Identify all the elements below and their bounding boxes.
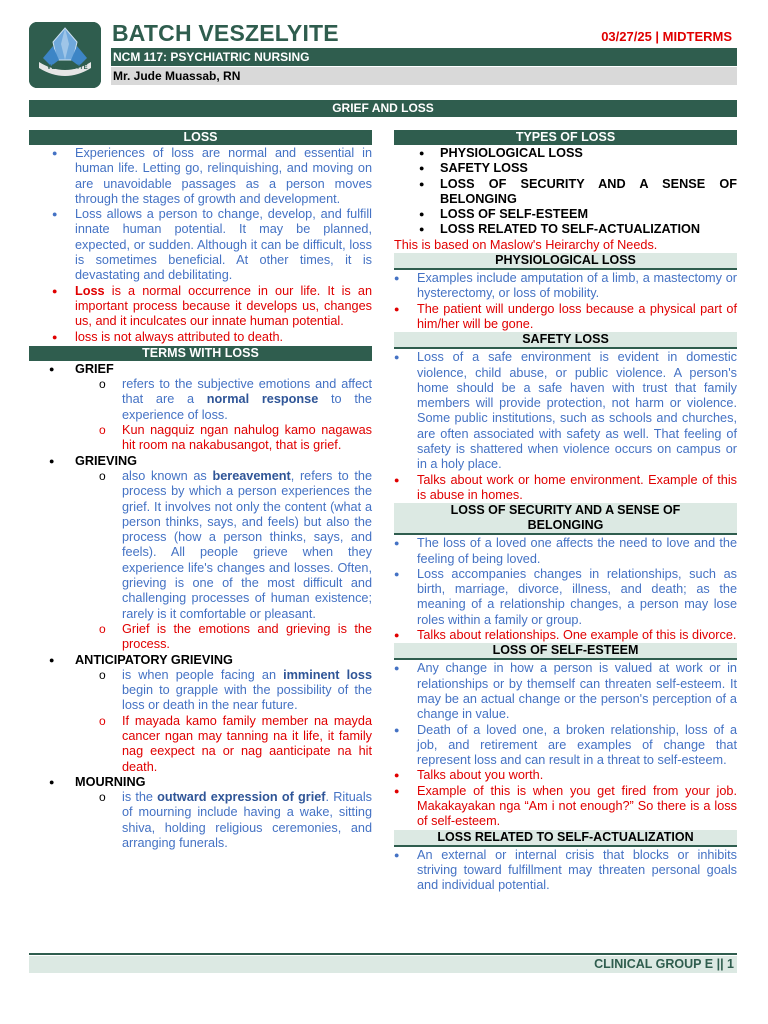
loss-bullet: ● loss is not always attributed to death. [29,330,372,345]
term-subpoint [29,469,372,622]
physiological-bullet: ● The patient will undergo loss because a physical part of him/her will be gone. [394,302,737,333]
course-title-bar: NCM 117: PSYCHIATRIC NURSING [111,48,737,66]
loss-bullet: ● Loss allows a person to change, develop, and fulfill innate human potential. It may be planned, expected, or sudden. Although it can be difficult, loss is sometimes beneficial. At other times, it is devastating and debilitating. [29,207,372,283]
crystal-logo-icon [29,22,101,88]
section-heading-self-actualization: LOSS RELATED TO SELF-ACTUALIZATION [394,830,737,847]
left-column [29,130,372,851]
topic-title-bar: GRIEF AND LOSS [29,100,737,117]
term-grief: ● GRIEF [29,362,372,377]
footer-divider [29,953,737,955]
self-esteem-bullet: ● Any change in how a person is valued at work or in relationships or by themself can threaten self-esteem. It may be an actual change or the person's perception of a change in value. [394,661,737,722]
batch-logo [29,22,101,88]
term-subpoint [29,668,372,714]
subpoint-emphasis: bereavement [212,468,291,483]
term-mourning: ● MOURNING [29,775,372,790]
type-of-loss-item: ● SAFETY LOSS [394,161,737,176]
self-esteem-bullet: ● Example of this is when you get fired from your job. Makakayakan nga “Am i not enough?” So there is a loss of self-esteem. [394,784,737,830]
batch-title: BATCH VESZELYITE [112,20,339,46]
loss-bullet: ● Experiences of loss are normal and essential in human life. Letting go, relinquishing, and moving on are unavoidable passages as a person moves through the stages of growth and development. [29,146,372,207]
term-grieving: ● GRIEVING [29,454,372,469]
self-actualization-list [394,848,737,894]
subpoint-text: also known as [122,468,213,483]
self-actualization-bullet: ● An external or internal crisis that blocks or inhibits striving toward fulfillment may threaten personal goals and individual potential. [394,848,737,894]
physiological-loss-list [394,271,737,332]
subpoint-emphasis: outward expression of grief [157,790,326,805]
subpoint-text: , refers to the process by which a person experiences the grief. It involves not only the content (what a person thinks, says, and feels) but also the process (how a person thinks, says, and feels). All people grieve when they experience life's changes and losses. Often, grieving is one of the most difficult and challenging processes of human existence; rarely is it comfortable or pleasant. [122,468,372,621]
terms-list [29,362,372,852]
types-of-loss-list [394,146,737,238]
type-of-loss-item: ● LOSS OF SECURITY AND A SENSE OF BELONGING [394,177,737,208]
type-of-loss-item: ● PHYSIOLOGICAL LOSS [394,146,737,161]
subpoint-text: to the experience of loss. [122,392,372,422]
security-belonging-list [394,536,737,643]
type-of-loss-item: ● LOSS OF SELF-ESTEEM [394,207,737,222]
term-subpoint: o Grief is the emotions and grieving is the process. [29,622,372,653]
subpoint-text: begin to grapple with the possibility of the loss or death in the near future. [122,683,372,713]
footer-page-label: CLINICAL GROUP E || 1 [594,957,734,971]
type-of-loss-item: ● LOSS RELATED TO SELF-ACTUALIZATION [394,222,737,237]
security-bullet: ● Loss accompanies changes in relationships, such as birth, marriage, divorce, illness, and death; as the meaning of a relationship changes, a person may lose roles within a family or group. [394,567,737,628]
section-heading-physiological-loss: PHYSIOLOGICAL LOSS [394,253,737,270]
subpoint-text: is when people facing an [122,667,284,682]
loss-bullet-list [29,146,372,345]
term-subpoint: o If mayada kamo family member na mayda cancer ngan may tanning na it life, it family nag eexpect na or nag aanticipate na hit death. [29,714,372,775]
security-bullet: ● Talks about relationships. One example of this is divorce. [394,628,737,643]
subpoint-text: is the [122,790,158,805]
term-anticipatory-grieving: ● ANTICIPATORY GRIEVING [29,653,372,668]
date-exam-label: 03/27/25 | MIDTERMS [601,29,732,44]
section-heading-terms: TERMS WITH LOSS [29,346,372,361]
right-column [394,130,737,893]
section-heading-loss: LOSS [29,130,372,145]
term-subpoint [29,377,372,423]
safety-loss-list [394,350,737,503]
term-subpoint [29,790,372,851]
security-bullet: ● The loss of a loved one affects the need to love and the feeling of being loved. [394,536,737,567]
loss-keyword: Loss [75,283,105,298]
physiological-bullet: ● Examples include amputation of a limb, a mastectomy or hysterectomy, or loss of mobility. [394,271,737,302]
section-heading-self-esteem: LOSS OF SELF-ESTEEM [394,643,737,660]
logo-banner-text: VESZELYITE [47,65,89,71]
self-esteem-bullet: ● Death of a loved one, a broken relationship, loss of a job, and retirement are examples of change that represent loss and can result in a threat to self-esteem. [394,723,737,769]
self-esteem-list [394,661,737,829]
instructor-bar: Mr. Jude Muassab, RN [111,67,737,85]
safety-bullet: ● Talks about work or home environment. Example of this is abuse in homes. [394,473,737,504]
subpoint-text: refers to the subjective emotions and affect that are a [122,377,372,407]
loss-bullet [29,284,372,330]
maslow-note: This is based on Maslow's Heirarchy of Needs. [394,237,658,252]
section-heading-security-belonging: LOSS OF SECURITY AND A SENSE OF BELONGING [394,503,737,535]
term-subpoint: o Kun nagquiz ngan nahulog kamo nagawas hit room na nakabusangot, that is grief. [29,423,372,454]
section-heading-safety-loss: SAFETY LOSS [394,332,737,349]
self-esteem-bullet: ● Talks about you worth. [394,768,737,783]
safety-bullet: ● Loss of a safe environment is evident in domestic violence, child abuse, or public violence. A person's home should be a safe haven with trust that family members will provide protection, not harm or violence. Some public institutions, such as schools and churches, are often associated with safety as well. That feeling of safety is shattered when violence occurs on campus or in a holy place. [394,350,737,472]
subpoint-text: . Rituals of mourning include having a wake, sitting shiva, holding religious ceremonies, and arranging funerals. [122,790,373,851]
section-heading-types-of-loss: TYPES OF LOSS [394,130,737,145]
subpoint-emphasis: normal response [206,392,319,407]
loss-bullet-text: is a normal occurrence in our life. It is an important process because it develops us, changes us, and it inculcates our innate human potential. [75,283,372,329]
subpoint-emphasis: imminent loss [283,667,372,682]
